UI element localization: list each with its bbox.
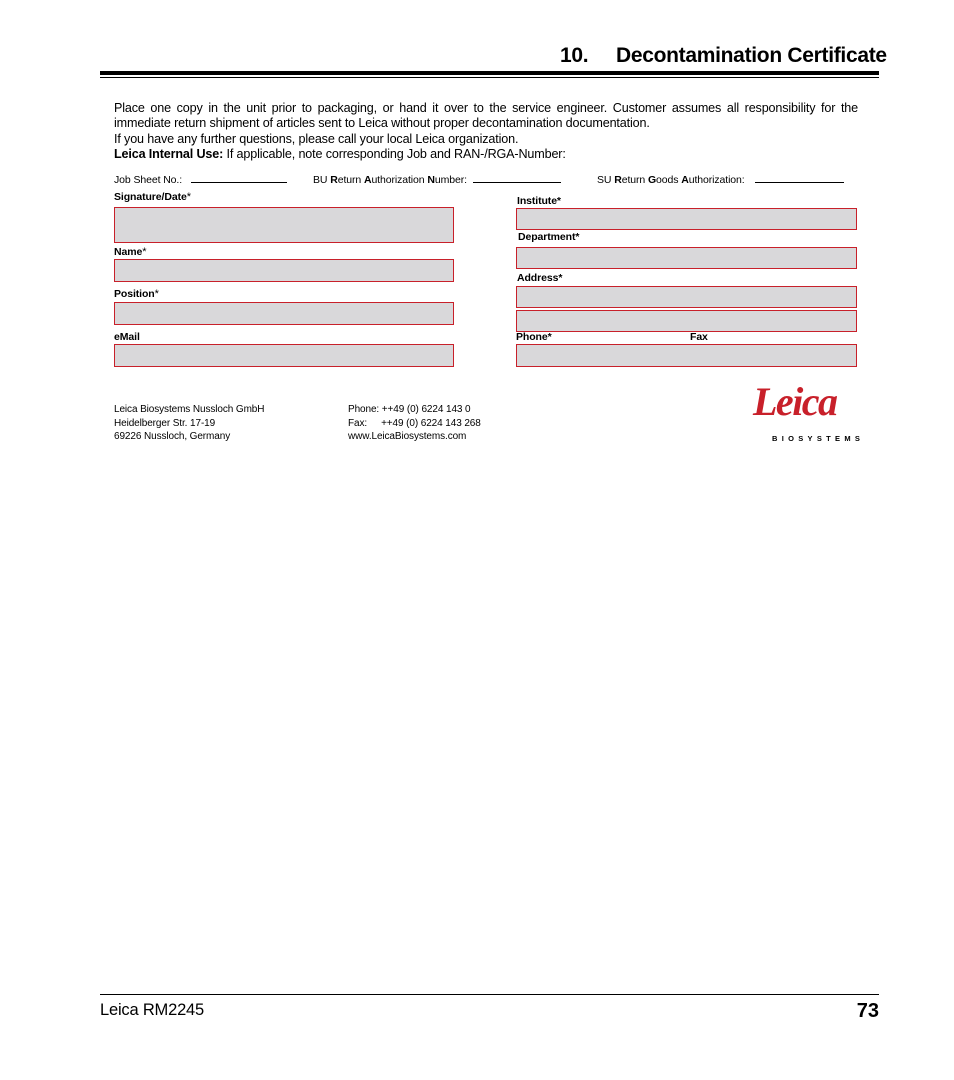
email-label: eMail [114, 331, 140, 343]
company-fax-line [348, 417, 481, 431]
internal-use-label: Leica Internal Use: [114, 146, 224, 161]
job-sheet-line[interactable] [191, 173, 287, 183]
intro-paragraph: Place one copy in the unit prior to packaging, or hand it over to the service engineer. Customer assumes all responsibility for the immediate return shipment of articles sent to Leica without proper decontamination documentation. [114, 101, 858, 131]
bu-ran-line[interactable] [473, 173, 561, 183]
company-phone: Phone: ++49 (0) 6224 143 0 [348, 404, 471, 415]
footer-product: Leica RM2245 [100, 1001, 204, 1019]
company-web: www.LeicaBiosystems.com [348, 431, 467, 442]
logo-subtitle: BIOSYSTEMS [772, 434, 865, 443]
header-rule-thick [100, 71, 879, 75]
su-rga-line[interactable] [755, 173, 844, 183]
intro-questions: If you have any further questions, please call your local Leica organization. [114, 131, 519, 146]
footer-rule [100, 994, 879, 995]
job-sheet-field [114, 173, 287, 186]
signature-date-label: Signature/Date* [114, 191, 191, 203]
internal-use-text: If applicable, note corresponding Job and RAN-/RGA-Number: [223, 146, 566, 161]
department-label: Department* [518, 231, 580, 243]
leica-logo [752, 376, 865, 446]
leica-wordmark: Leica [753, 379, 837, 424]
internal-use-line [114, 147, 858, 162]
company-contact [348, 403, 481, 444]
company-fax: ++49 (0) 6224 143 268 [381, 417, 481, 429]
intro-text [114, 101, 858, 162]
address-field-line1[interactable] [516, 286, 857, 308]
institute-field[interactable] [516, 208, 857, 230]
footer-page-number: 73 [856, 1000, 879, 1022]
section-number: 10. [560, 44, 589, 67]
email-field[interactable] [114, 344, 454, 367]
name-field[interactable] [114, 259, 454, 282]
position-field[interactable] [114, 302, 454, 325]
name-label: Name* [114, 246, 147, 258]
address-field-line2[interactable] [516, 310, 857, 332]
company-street: Heidelberger Str. 17-19 [114, 417, 216, 429]
fax-label: Fax [690, 331, 708, 343]
company-fax-label: Fax: [348, 417, 368, 429]
phone-label: Phone* [516, 331, 552, 343]
leica-wordmark-icon [752, 376, 860, 424]
address-label: Address* [517, 272, 563, 284]
company-name: Leica Biosystems Nussloch GmbH [114, 404, 265, 415]
department-field[interactable] [516, 247, 857, 269]
phone-fax-field[interactable] [516, 344, 857, 367]
position-label: Position* [114, 288, 159, 300]
section-heading [560, 44, 887, 68]
su-rga-field: SU Return Goods Authorization: [597, 173, 844, 186]
company-address [114, 403, 264, 444]
header-rule-thin [100, 77, 879, 78]
institute-label: Institute* [517, 195, 561, 207]
section-title: Decontamination Certificate [616, 44, 887, 67]
bu-ran-field: BU Return Authorization Number: [313, 173, 561, 186]
job-sheet-label: Job Sheet No.: [114, 174, 183, 186]
signature-date-field[interactable] [114, 207, 454, 243]
company-city: 69226 Nussloch, Germany [114, 431, 231, 442]
